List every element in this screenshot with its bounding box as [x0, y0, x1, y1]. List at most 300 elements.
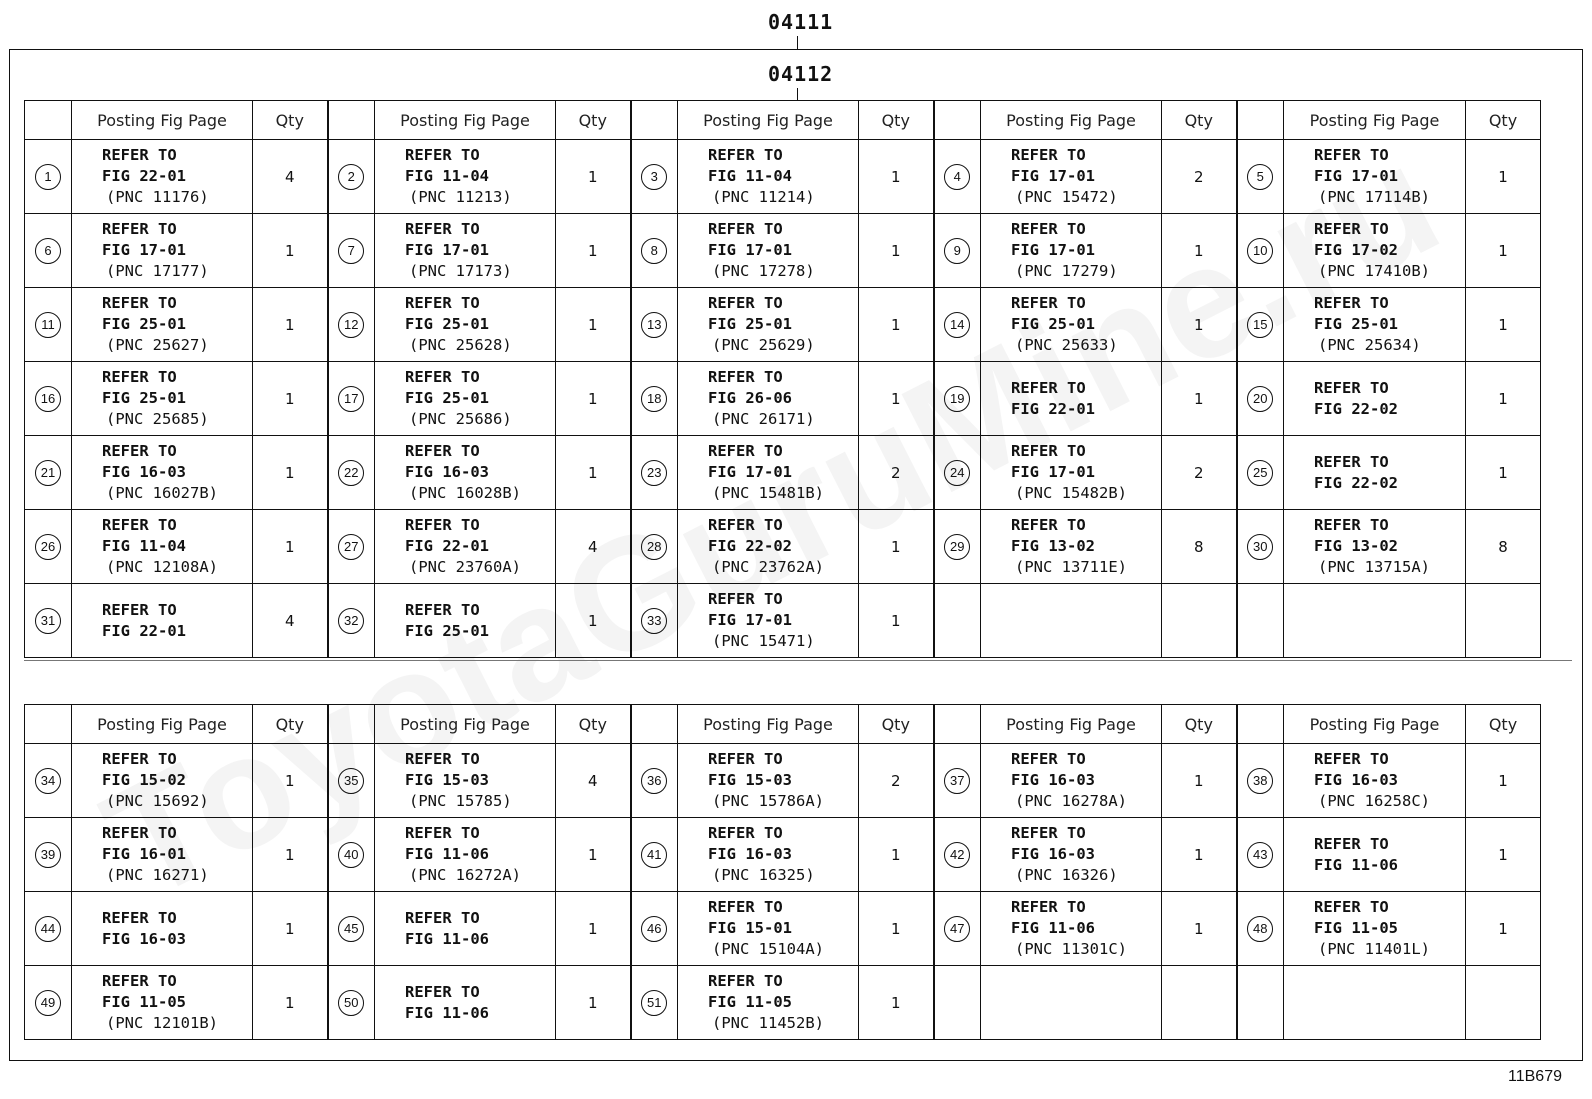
fig-reference[interactable]: FIG 17-01 [1011, 241, 1095, 259]
callout-number[interactable]: 44 [35, 916, 61, 942]
callout-cell [1237, 818, 1284, 892]
refer-to-text: REFER TO [1011, 898, 1086, 916]
posting-ref-cell [1284, 214, 1466, 288]
qty-cell: 1 [859, 818, 934, 892]
fig-reference[interactable]: FIG 16-01 [102, 845, 186, 863]
header-qty: Qty [859, 101, 934, 140]
fig-reference[interactable]: FIG 22-02 [1314, 399, 1398, 418]
callout-number[interactable]: 41 [641, 842, 667, 868]
pnc-reference: (PNC 15786A) [712, 792, 824, 810]
qty-cell: 1 [556, 892, 631, 966]
fig-reference[interactable]: FIG 15-03 [405, 771, 489, 789]
pnc-reference: (PNC 25686) [409, 410, 512, 428]
qty-cell: 1 [859, 510, 934, 584]
callout-cell [25, 288, 72, 362]
posting-ref-cell [678, 288, 859, 362]
fig-reference[interactable]: FIG 16-03 [708, 845, 792, 863]
header-qty: Qty [1466, 705, 1541, 744]
callout-number[interactable]: 30 [1247, 534, 1273, 560]
qty-cell: 1 [253, 744, 328, 818]
header-qty: Qty [859, 705, 934, 744]
posting-ref-cell [375, 214, 556, 288]
table-header-row [25, 101, 1541, 140]
pnc-reference: (PNC 15481B) [712, 484, 824, 502]
fig-reference[interactable]: FIG 11-06 [1011, 919, 1095, 937]
qty-cell [1466, 966, 1541, 1040]
callout-cell [1237, 584, 1284, 658]
posting-ref-cell [375, 436, 556, 510]
refer-to-text: REFER TO [102, 600, 177, 619]
posting-ref-cell [678, 584, 859, 658]
pnc-reference: (PNC 11214) [712, 188, 815, 206]
table-row [25, 510, 1541, 584]
pnc-reference: (PNC 11176) [106, 188, 209, 206]
pnc-reference: (PNC 25629) [712, 336, 815, 354]
refer-to-text: REFER TO [102, 750, 177, 768]
fig-reference[interactable]: FIG 11-06 [1314, 855, 1398, 874]
pnc-reference: (PNC 15482B) [1015, 484, 1127, 502]
pnc-reference: (PNC 17177) [106, 262, 209, 280]
qty-cell: 1 [556, 436, 631, 510]
fig-reference[interactable]: FIG 22-01 [102, 167, 186, 185]
fig-reference[interactable]: FIG 22-01 [405, 537, 489, 555]
callout-cell [25, 140, 72, 214]
fig-reference[interactable]: FIG 17-01 [1011, 463, 1095, 481]
callout-number[interactable]: 6 [35, 238, 61, 264]
posting-ref-cell [981, 288, 1162, 362]
pnc-reference: (PNC 16278A) [1015, 792, 1127, 810]
qty-cell [1162, 584, 1237, 658]
callout-number[interactable]: 14 [944, 312, 970, 338]
callout-number[interactable]: 8 [641, 238, 667, 264]
table-row [25, 214, 1541, 288]
qty-cell: 1 [1466, 744, 1541, 818]
fig-reference[interactable]: FIG 17-01 [1314, 167, 1398, 185]
callout-number[interactable]: 24 [944, 460, 970, 486]
qty-cell: 1 [253, 288, 328, 362]
header-qty: Qty [1466, 101, 1541, 140]
callout-number[interactable]: 26 [35, 534, 61, 560]
qty-cell: 2 [1162, 140, 1237, 214]
posting-ref-cell [678, 214, 859, 288]
refer-to-text: REFER TO [1011, 824, 1086, 842]
fig-reference[interactable]: FIG 25-01 [1314, 315, 1398, 333]
fig-reference[interactable]: FIG 22-01 [102, 621, 186, 640]
callout-cell [25, 214, 72, 288]
callout-cell [631, 362, 678, 436]
callout-cell [328, 892, 375, 966]
callout-cell [25, 892, 72, 966]
callout-number[interactable]: 25 [1247, 460, 1273, 486]
refer-to-text: REFER TO [1314, 220, 1389, 238]
refer-to-text: REFER TO [405, 294, 480, 312]
fig-reference[interactable]: FIG 26-06 [708, 389, 792, 407]
header-number-cell [631, 101, 678, 140]
qty-cell: 1 [253, 214, 328, 288]
callout-number[interactable]: 50 [338, 990, 364, 1016]
posting-ref-cell [981, 140, 1162, 214]
refer-to-text: REFER TO [1011, 516, 1086, 534]
fig-reference[interactable]: FIG 25-01 [1011, 315, 1095, 333]
callout-cell [25, 744, 72, 818]
refer-to-text: REFER TO [708, 368, 783, 386]
pnc-reference: (PNC 11301C) [1015, 940, 1127, 958]
refer-to-text: REFER TO [708, 294, 783, 312]
callout-cell [1237, 436, 1284, 510]
posting-ref-cell [375, 584, 556, 658]
callout-number[interactable]: 15 [1247, 312, 1273, 338]
callout-cell [328, 510, 375, 584]
qty-cell: 8 [1466, 510, 1541, 584]
callout-number[interactable]: 18 [641, 386, 667, 412]
header-posting-fig-page: Posting Fig Page [72, 705, 253, 744]
qty-cell: 1 [1162, 892, 1237, 966]
qty-cell: 1 [1162, 214, 1237, 288]
posting-ref-cell [72, 140, 253, 214]
refer-to-text: REFER TO [1314, 378, 1389, 397]
header-number-cell [25, 101, 72, 140]
pnc-reference: (PNC 15785) [409, 792, 512, 810]
posting-ref-cell [72, 436, 253, 510]
posting-ref-cell [981, 214, 1162, 288]
callout-cell [328, 744, 375, 818]
qty-cell: 1 [1466, 288, 1541, 362]
posting-ref-cell [1284, 140, 1466, 214]
posting-ref-cell [375, 892, 556, 966]
callout-number[interactable]: 39 [35, 842, 61, 868]
refer-to-text: REFER TO [1011, 146, 1086, 164]
fig-reference[interactable]: FIG 11-05 [102, 993, 186, 1011]
qty-cell: 1 [253, 436, 328, 510]
qty-cell: 4 [253, 140, 328, 214]
posting-ref-cell [678, 818, 859, 892]
callout-cell [631, 818, 678, 892]
callout-number[interactable]: 9 [944, 238, 970, 264]
callout-number[interactable]: 22 [338, 460, 364, 486]
callout-number[interactable]: 12 [338, 312, 364, 338]
pnc-reference: (PNC 15471) [712, 632, 815, 650]
table-row [25, 436, 1541, 510]
callout-number[interactable]: 17 [338, 386, 364, 412]
refer-to-text: REFER TO [102, 368, 177, 386]
callout-cell [1237, 214, 1284, 288]
pnc-reference: (PNC 25633) [1015, 336, 1118, 354]
posting-ref-cell [981, 436, 1162, 510]
callout-number[interactable]: 48 [1247, 916, 1273, 942]
posting-ref-cell [72, 892, 253, 966]
fig-reference[interactable]: FIG 11-05 [708, 993, 792, 1011]
callout-number[interactable]: 4 [944, 164, 970, 190]
callout-cell [934, 510, 981, 584]
qty-cell: 1 [253, 966, 328, 1040]
callout-cell [934, 362, 981, 436]
refer-to-text: REFER TO [708, 590, 783, 608]
callout-cell [328, 584, 375, 658]
fig-reference[interactable]: FIG 25-01 [708, 315, 792, 333]
posting-ref-cell [72, 584, 253, 658]
pnc-reference: (PNC 12101B) [106, 1014, 218, 1032]
callout-cell [631, 288, 678, 362]
callout-number[interactable]: 2 [338, 164, 364, 190]
callout-cell [934, 744, 981, 818]
callout-number[interactable]: 29 [944, 534, 970, 560]
refer-to-text: REFER TO [1314, 294, 1389, 312]
fig-reference[interactable]: FIG 17-01 [708, 611, 792, 629]
callout-number[interactable]: 40 [338, 842, 364, 868]
fig-reference[interactable]: FIG 25-01 [102, 389, 186, 407]
qty-cell: 1 [1466, 818, 1541, 892]
callout-cell [1237, 892, 1284, 966]
callout-number[interactable]: 7 [338, 238, 364, 264]
refer-to-text: REFER TO [708, 898, 783, 916]
callout-cell [934, 214, 981, 288]
posting-ref-cell [72, 510, 253, 584]
pnc-reference: (PNC 11213) [409, 188, 512, 206]
callout-number[interactable]: 49 [35, 990, 61, 1016]
callout-number[interactable]: 21 [35, 460, 61, 486]
header-number-cell [328, 101, 375, 140]
fig-reference[interactable]: FIG 11-06 [405, 845, 489, 863]
fig-reference[interactable]: FIG 11-04 [405, 167, 489, 185]
posting-ref-cell [72, 362, 253, 436]
callout-cell [328, 214, 375, 288]
fig-reference[interactable]: FIG 16-03 [405, 463, 489, 481]
fig-reference[interactable]: FIG 17-01 [1011, 167, 1095, 185]
refer-to-text: REFER TO [405, 368, 480, 386]
fig-reference[interactable]: FIG 11-05 [1314, 919, 1398, 937]
fig-reference[interactable]: FIG 17-01 [405, 241, 489, 259]
callout-number[interactable]: 10 [1247, 238, 1273, 264]
callout-cell [631, 584, 678, 658]
qty-cell: 1 [556, 584, 631, 658]
qty-cell: 1 [253, 818, 328, 892]
assembly-label-04112: 04112 [768, 62, 834, 86]
posting-ref-cell [678, 510, 859, 584]
callout-number[interactable]: 19 [944, 386, 970, 412]
refer-to-text: REFER TO [405, 146, 480, 164]
qty-cell: 1 [859, 288, 934, 362]
callout-cell [934, 436, 981, 510]
callout-cell [934, 892, 981, 966]
callout-number[interactable]: 34 [35, 768, 61, 794]
refer-to-text: REFER TO [1314, 834, 1389, 853]
refer-to-text: REFER TO [1314, 146, 1389, 164]
callout-number[interactable]: 46 [641, 916, 667, 942]
qty-cell: 2 [859, 744, 934, 818]
qty-cell: 1 [859, 362, 934, 436]
fig-reference[interactable]: FIG 13-02 [1314, 537, 1398, 555]
qty-cell: 1 [556, 288, 631, 362]
pnc-reference: (PNC 11452B) [712, 1014, 824, 1032]
callout-cell [25, 966, 72, 1040]
posting-ref-cell [678, 744, 859, 818]
callout-cell [328, 362, 375, 436]
fig-reference[interactable]: FIG 25-01 [102, 315, 186, 333]
posting-ref-cell [1284, 818, 1466, 892]
callout-number[interactable]: 23 [641, 460, 667, 486]
fig-reference[interactable]: FIG 25-01 [405, 389, 489, 407]
callout-cell [1237, 362, 1284, 436]
callout-number[interactable]: 47 [944, 916, 970, 942]
callout-number[interactable]: 37 [944, 768, 970, 794]
callout-cell [631, 140, 678, 214]
fig-reference[interactable]: FIG 25-01 [405, 315, 489, 333]
callout-number[interactable]: 1 [35, 164, 61, 190]
qty-cell: 1 [556, 818, 631, 892]
pnc-reference: (PNC 13715A) [1318, 558, 1430, 576]
fig-reference[interactable]: FIG 17-01 [708, 241, 792, 259]
qty-cell: 1 [1162, 362, 1237, 436]
pnc-reference: (PNC 16028B) [409, 484, 521, 502]
qty-cell: 4 [556, 744, 631, 818]
refer-to-text: REFER TO [102, 220, 177, 238]
pnc-reference: (PNC 16325) [712, 866, 815, 884]
fig-reference[interactable]: FIG 16-03 [102, 929, 186, 948]
figure-code: 11B679 [1508, 1068, 1562, 1085]
callout-cell [328, 436, 375, 510]
pnc-reference: (PNC 12108A) [106, 558, 218, 576]
refer-to-text: REFER TO [405, 982, 480, 1001]
callout-number[interactable]: 32 [338, 608, 364, 634]
posting-ref-cell [1284, 966, 1466, 1040]
posting-ref-cell [981, 818, 1162, 892]
callout-number[interactable]: 20 [1247, 386, 1273, 412]
fig-reference[interactable]: FIG 17-02 [1314, 241, 1398, 259]
refer-to-text: REFER TO [708, 824, 783, 842]
pnc-reference: (PNC 17173) [409, 262, 512, 280]
callout-cell [25, 362, 72, 436]
callout-number[interactable]: 38 [1247, 768, 1273, 794]
callout-number[interactable]: 16 [35, 386, 61, 412]
fig-reference[interactable]: FIG 17-01 [708, 463, 792, 481]
callout-number[interactable]: 27 [338, 534, 364, 560]
fig-reference[interactable]: FIG 16-03 [102, 463, 186, 481]
qty-cell: 4 [253, 584, 328, 658]
posting-ref-cell [375, 966, 556, 1040]
refer-to-text: REFER TO [1011, 294, 1086, 312]
fig-reference[interactable]: FIG 16-03 [1011, 771, 1095, 789]
table-row [25, 584, 1541, 658]
qty-cell: 1 [556, 966, 631, 1040]
refer-to-text: REFER TO [708, 220, 783, 238]
refer-to-text: REFER TO [102, 146, 177, 164]
pnc-reference: (PNC 17114B) [1318, 188, 1430, 206]
header-number-cell [934, 705, 981, 744]
callout-cell [25, 436, 72, 510]
callout-cell [631, 510, 678, 584]
posting-ref-cell [375, 510, 556, 584]
posting-ref-cell [1284, 288, 1466, 362]
posting-ref-cell [1284, 584, 1466, 658]
posting-ref-cell [72, 818, 253, 892]
qty-cell: 1 [556, 140, 631, 214]
pnc-reference: (PNC 15692) [106, 792, 209, 810]
fig-reference[interactable]: FIG 11-06 [405, 1003, 489, 1022]
callout-number[interactable]: 51 [641, 990, 667, 1016]
section-divider [24, 660, 1572, 661]
refer-to-text: REFER TO [405, 600, 480, 619]
fig-reference[interactable]: FIG 22-02 [1314, 473, 1398, 492]
fig-reference[interactable]: FIG 25-01 [405, 621, 489, 640]
posting-ref-cell [981, 892, 1162, 966]
callout-number[interactable]: 36 [641, 768, 667, 794]
posting-ref-cell [678, 966, 859, 1040]
callout-number[interactable]: 13 [641, 312, 667, 338]
fig-reference[interactable]: FIG 15-03 [708, 771, 792, 789]
header-posting-fig-page: Posting Fig Page [981, 705, 1162, 744]
pnc-reference: (PNC 16027B) [106, 484, 218, 502]
fig-reference[interactable]: FIG 11-04 [102, 537, 186, 555]
reference-table-1 [24, 100, 1541, 658]
callout-number[interactable]: 43 [1247, 842, 1273, 868]
header-posting-fig-page: Posting Fig Page [981, 101, 1162, 140]
posting-ref-cell [678, 436, 859, 510]
qty-cell: 2 [1162, 436, 1237, 510]
posting-ref-cell [678, 140, 859, 214]
fig-reference[interactable]: FIG 11-06 [405, 929, 489, 948]
refer-to-text: REFER TO [405, 516, 480, 534]
refer-to-text: REFER TO [102, 294, 177, 312]
callout-number[interactable]: 33 [641, 608, 667, 634]
qty-cell: 1 [253, 892, 328, 966]
callout-cell [25, 818, 72, 892]
posting-ref-cell [375, 744, 556, 818]
fig-reference[interactable]: FIG 11-04 [708, 167, 792, 185]
header-posting-fig-page: Posting Fig Page [678, 101, 859, 140]
callout-cell [631, 892, 678, 966]
fig-reference[interactable]: FIG 22-01 [1011, 399, 1095, 418]
callout-cell [934, 584, 981, 658]
callout-number[interactable]: 45 [338, 916, 364, 942]
fig-reference[interactable]: FIG 13-02 [1011, 537, 1095, 555]
callout-cell [1237, 744, 1284, 818]
table-header-row [25, 705, 1541, 744]
qty-cell: 1 [1466, 140, 1541, 214]
header-number-cell [1237, 101, 1284, 140]
callout-number[interactable]: 31 [35, 608, 61, 634]
fig-reference[interactable]: FIG 22-02 [708, 537, 792, 555]
callout-number[interactable]: 3 [641, 164, 667, 190]
qty-cell: 4 [556, 510, 631, 584]
callout-cell [631, 744, 678, 818]
header-qty: Qty [1162, 705, 1237, 744]
fig-reference[interactable]: FIG 16-03 [1314, 771, 1398, 789]
fig-reference[interactable]: FIG 15-02 [102, 771, 186, 789]
callout-number[interactable]: 11 [35, 312, 61, 338]
qty-cell: 1 [859, 140, 934, 214]
callout-number[interactable]: 42 [944, 842, 970, 868]
callout-cell [25, 584, 72, 658]
callout-number[interactable]: 5 [1247, 164, 1273, 190]
pnc-reference: (PNC 25627) [106, 336, 209, 354]
pnc-reference: (PNC 25634) [1318, 336, 1421, 354]
fig-reference[interactable]: FIG 16-03 [1011, 845, 1095, 863]
callout-number[interactable]: 28 [641, 534, 667, 560]
pnc-reference: (PNC 23760A) [409, 558, 521, 576]
fig-reference[interactable]: FIG 15-01 [708, 919, 792, 937]
refer-to-text: REFER TO [708, 750, 783, 768]
header-posting-fig-page: Posting Fig Page [375, 101, 556, 140]
qty-cell: 1 [253, 362, 328, 436]
callout-cell [934, 818, 981, 892]
header-posting-fig-page: Posting Fig Page [1284, 101, 1466, 140]
fig-reference[interactable]: FIG 17-01 [102, 241, 186, 259]
callout-number[interactable]: 35 [338, 768, 364, 794]
callout-cell [328, 140, 375, 214]
pnc-reference: (PNC 25685) [106, 410, 209, 428]
posting-ref-cell [72, 744, 253, 818]
posting-ref-cell [1284, 436, 1466, 510]
